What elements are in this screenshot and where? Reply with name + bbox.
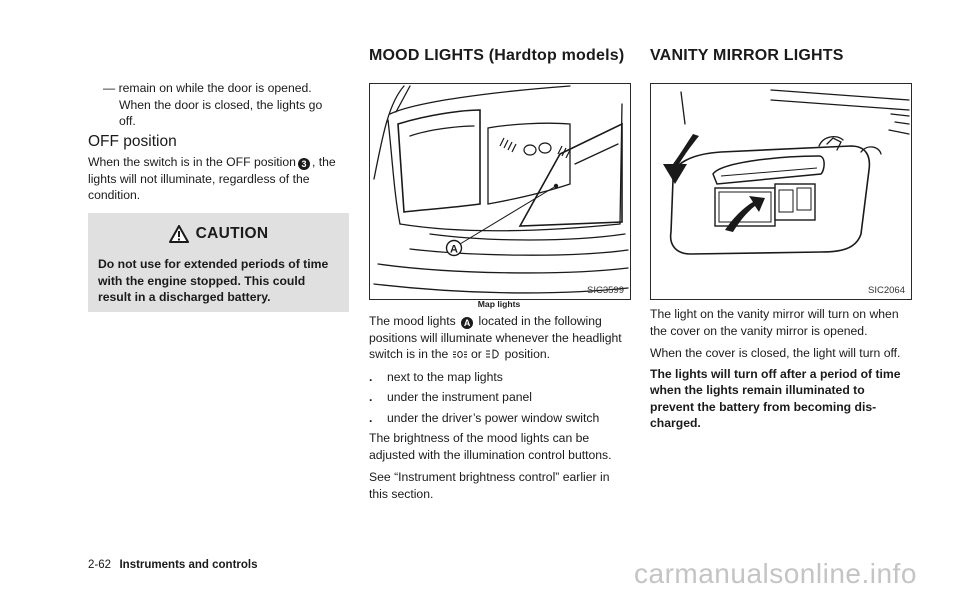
parking-light-icon (452, 350, 468, 359)
text-p1-before: The mood lights (369, 314, 456, 328)
bullet-item (369, 389, 631, 406)
vanity-body (650, 306, 912, 432)
callout-a-marker: A (461, 317, 473, 329)
off-position-text (88, 154, 350, 204)
vanity-mirror-figure (650, 83, 912, 300)
dash-item (103, 80, 349, 130)
mood-lights-paragraph-3: See “Instrument brightness control” earlier in this section. (369, 470, 610, 501)
callout-3-marker: 3 (298, 158, 310, 170)
callout-a-label: A (450, 243, 458, 256)
map-lights-illustration (370, 84, 630, 299)
mood-lights-heading: MOOD LIGHTS (Hardtop models) (369, 47, 625, 64)
section-title: Instruments and controls (119, 559, 258, 571)
off-text-before: When the switch is in the OFF position (88, 155, 296, 169)
vanity-paragraph-bold: The lights will turn off after a period of time when the lights remain illuminated to prevent the battery from becoming dis-charged. (650, 366, 901, 430)
off-position-heading: OFF position (88, 133, 177, 150)
caution-title: CAUTION (195, 225, 269, 242)
figure-caption: Map lights (477, 299, 521, 309)
warning-triangle-icon (169, 225, 189, 243)
mood-lights-body (369, 313, 631, 502)
caution-text: Do not use for extended periods of time with the engine stopped. This could result in a discharged battery. (98, 257, 329, 304)
dash-item-line3: off. (119, 114, 136, 128)
map-lights-figure (369, 83, 631, 300)
vanity-mirror-heading: VANITY MIRROR LIGHTS (650, 47, 844, 64)
dash-item-line2: When the door is closed, the lights go (119, 97, 323, 112)
bullet-icon: . (369, 390, 373, 404)
headlight-icon (485, 349, 501, 359)
bullet-icon: . (369, 410, 373, 425)
text-p1-mid: located in the following positions will illuminate whenever the headlight switch is in the (369, 314, 622, 361)
off-text-after: , the lights will not illuminate, regardless of the condition. (88, 155, 336, 202)
dash-item-line1: — remain on while the door is opened. (103, 81, 312, 95)
bullet-item (369, 369, 631, 386)
page-footer (88, 555, 258, 573)
caution-box (88, 213, 349, 312)
mood-lights-paragraph-2: The brightness of the mood lights can be adjusted with the illumination control buttons. (369, 431, 612, 462)
vanity-mirror-illustration (651, 84, 911, 299)
figure-code: SIC2064 (868, 285, 905, 296)
watermark: carmanualsonline.info (634, 558, 917, 589)
figure-code: SIC3599 (587, 285, 624, 296)
text-p1-or: or (471, 347, 482, 361)
bullet-text: next to the map lights (387, 369, 503, 384)
bullet-icon: . (369, 369, 373, 384)
bullet-item (369, 410, 631, 427)
vanity-paragraph-2: When the cover is closed, the light will turn off. (650, 346, 901, 360)
text-p1-after: position. (504, 347, 551, 361)
mood-lights-paragraph-1 (369, 313, 631, 363)
bullet-text: under the instrument panel (387, 390, 532, 404)
page-number: 2-62 (88, 559, 112, 571)
bullet-text: under the driver’s power window switch (387, 410, 600, 425)
vanity-paragraph-1: The light on the vanity mirror will turn on when the cover on the vanity mirror is opened. (650, 307, 899, 338)
caution-header (88, 225, 349, 243)
